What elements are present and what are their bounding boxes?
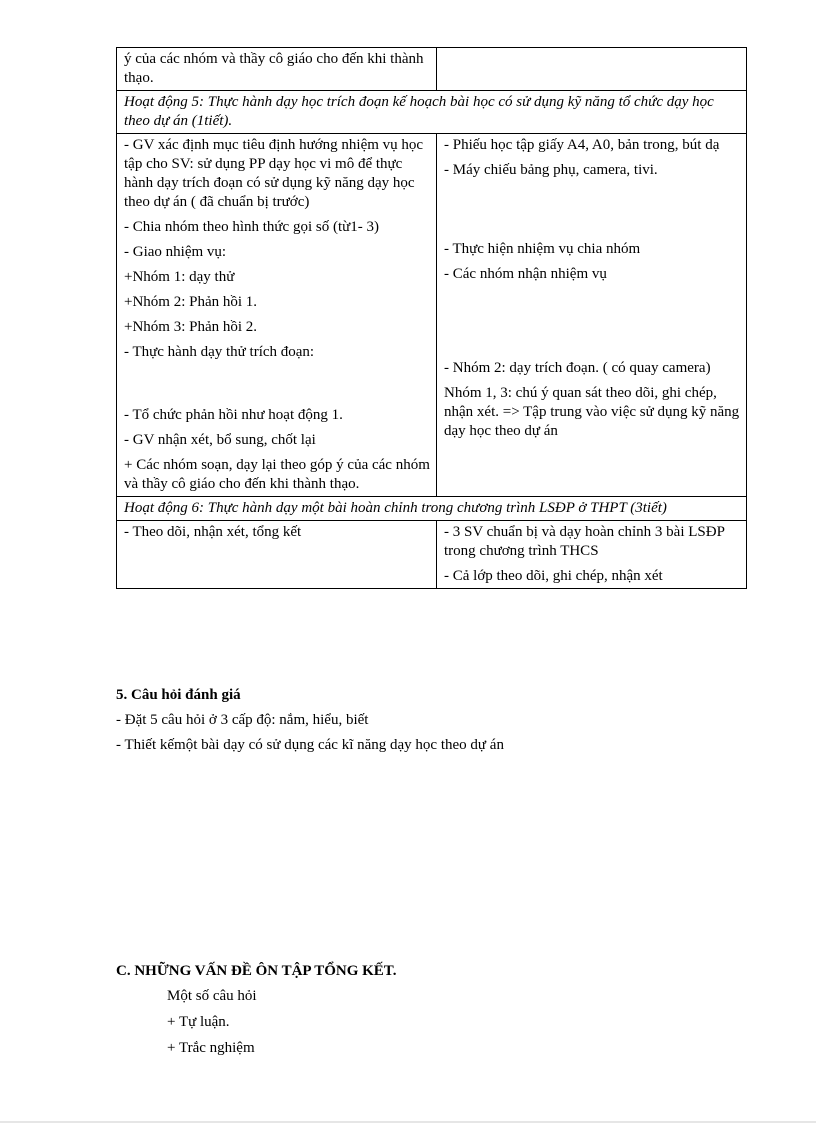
activity-5-teacher-cell — [117, 134, 437, 497]
activity-5-student-cell — [437, 134, 747, 497]
list-item: - GV xác định mục tiêu định hướng nhiệm vụ học tập cho SV: sử dụng PP dạy học vi mô để thực hành dạy trích đoạn có sử dụng kỹ năng dạy học theo dự án ( đã chuẩn bị trước) — [124, 137, 424, 210]
review-list — [116, 983, 756, 1061]
list-item: - Phiếu học tập giấy A4, A0, bản trong, bút dạ — [444, 137, 720, 153]
list-item: + Trắc nghiệm — [167, 1040, 255, 1056]
list-item: Một số câu hỏi — [167, 988, 257, 1004]
list-item: Nhóm 1, 3: chú ý quan sát theo dõi, ghi chép, nhận xét. => Tập trung vào việc sử dụng kỹ năng dạy học theo dự án — [444, 385, 740, 439]
activity-6-student-cell — [437, 521, 747, 589]
list-item: - GV nhận xét, bổ sung, chốt lại — [124, 432, 316, 448]
list-item: - Các nhóm nhận nhiệm vụ — [444, 266, 607, 282]
review-section — [116, 959, 756, 1061]
table-row — [117, 48, 747, 91]
list-item: - Chia nhóm theo hình thức gọi số (từ1- 3) — [124, 219, 379, 235]
list-item: - Giao nhiệm vụ: — [124, 244, 227, 260]
review-title: C. NHỮNG VẤN ĐỀ ÔN TẬP TỔNG KẾT. — [116, 963, 397, 979]
list-item: - Cả lớp theo dõi, ghi chép, nhận xét — [444, 568, 663, 584]
spacer — [444, 186, 740, 240]
activity-5-heading: Hoạt động 5: Thực hành dạy học trích đoạn kế hoạch bài học có sử dụng kỹ năng tổ chức dạy học theo dự án (1tiết). — [117, 91, 747, 134]
list-item: + Tự luận. — [167, 1014, 230, 1030]
table-row — [117, 521, 747, 589]
list-item: +Nhóm 2: Phản hồi 1. — [124, 294, 258, 310]
list-item: - Thực hành dạy thử trích đoạn: — [124, 344, 315, 360]
lesson-plan-table — [116, 47, 747, 589]
list-item: - Thiết kếmột bài dạy có sử dụng các kĩ năng dạy học theo dự án — [116, 737, 504, 753]
activity-6-teacher-cell — [117, 521, 437, 589]
activity-6-heading: Hoạt động 6: Thực hành dạy một bài hoàn chỉnh trong chương trình LSĐP ở THPT (3tiết) — [117, 497, 747, 521]
spacer — [444, 290, 740, 359]
list-item: - Tổ chức phản hồi như hoạt động 1. — [124, 407, 343, 423]
cell-text: ý của các nhóm và thầy cô giáo cho đến khi thành thạo. — [124, 51, 424, 86]
assessment-title: 5. Câu hỏi đánh giá — [116, 687, 241, 703]
list-item: - 3 SV chuẩn bị và dạy hoàn chỉnh 3 bài LSĐP trong chương trình THCS — [444, 524, 725, 559]
table-cell — [437, 48, 747, 91]
table-row — [117, 497, 747, 521]
spacer — [124, 368, 430, 406]
list-item: - Thực hiện nhiệm vụ chia nhóm — [444, 241, 641, 257]
table-row — [117, 134, 747, 497]
list-item: - Theo dõi, nhận xét, tổng kết — [124, 524, 302, 540]
list-item: +Nhóm 3: Phản hồi 2. — [124, 319, 258, 335]
list-item: - Đặt 5 câu hỏi ở 3 cấp độ: nắm, hiểu, biết — [116, 712, 369, 728]
table-cell — [117, 48, 437, 91]
list-item: - Nhóm 2: dạy trích đoạn. ( có quay camera) — [444, 360, 711, 376]
table-row — [117, 91, 747, 134]
list-item: - Máy chiếu bảng phụ, camera, tivi. — [444, 162, 658, 178]
list-item: + Các nhóm soạn, dạy lại theo góp ý của các nhóm và thầy cô giáo cho đến khi thành thạo. — [124, 457, 430, 492]
assessment-section — [116, 683, 756, 758]
list-item: +Nhóm 1: dạy thử — [124, 269, 235, 285]
